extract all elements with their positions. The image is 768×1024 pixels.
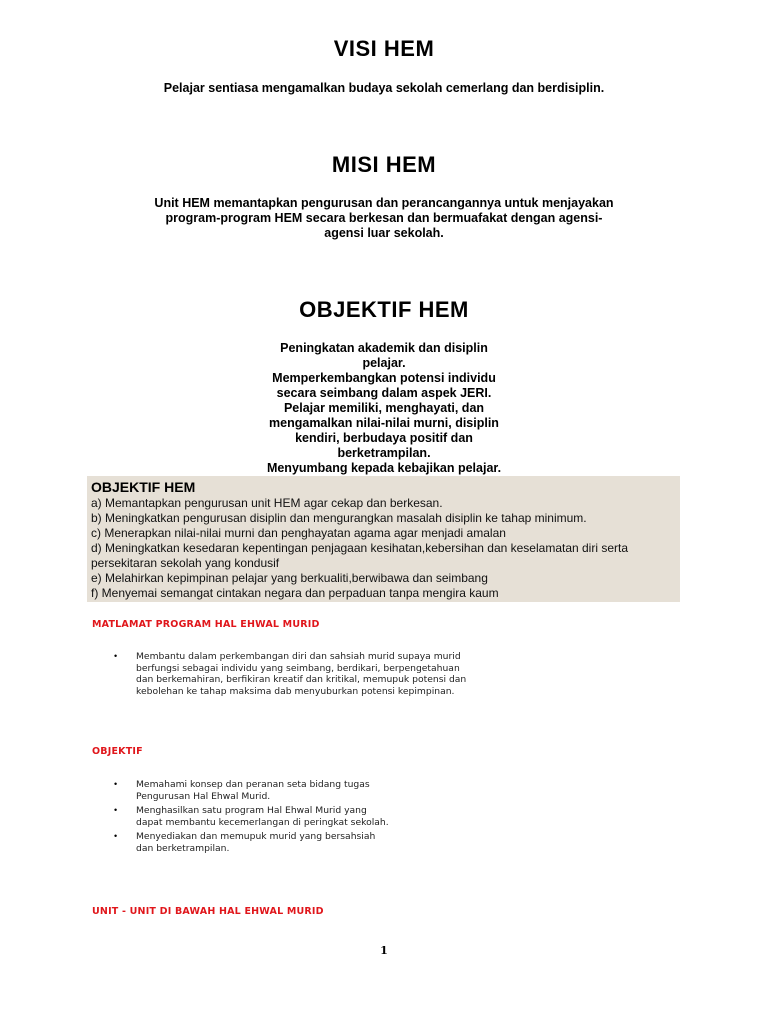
matlamat-heading: MATLAMAT PROGRAM HAL EHWAL MURID <box>92 619 320 630</box>
list-item <box>112 651 472 697</box>
bullet-icon: • <box>114 651 118 661</box>
list-item-text: Memahami konsep dan peranan seta bidang tugas Pengurusan Hal Ehwal Murid. <box>136 779 370 802</box>
objektif-box-item: e) Melahirkan kepimpinan pelajar yang berkualiti,berwibawa dan seimbang <box>91 571 488 585</box>
objektif-line: Memperkembangkan potensi individu <box>272 371 496 385</box>
visi-title: VISI HEM <box>333 36 435 61</box>
objektif-box-title: OBJEKTIF HEM <box>91 479 196 495</box>
objektif-line: Pelajar memiliki, menghayati, dan <box>283 401 485 415</box>
list-item-text: Menyediakan dan memupuk murid yang bersahsiah dan berketrampilan. <box>136 831 376 854</box>
objektif2-list <box>112 779 472 857</box>
page-number: 1 <box>380 944 388 957</box>
objektif-box-item: b) Meningkatkan pengurusan disiplin dan mengurangkan masalah disiplin ke tahap minimum. <box>91 511 587 525</box>
list-item <box>112 831 472 854</box>
matlamat-list <box>112 651 472 700</box>
objektif-box-item: f) Menyemai semangat cintakan negara dan perpaduan tanpa mengira kaum <box>91 586 499 600</box>
objektif-box-item: persekitaran sekolah yang kondusif <box>91 556 280 570</box>
misi-title: MISI HEM <box>331 152 437 177</box>
list-item-text: Menghasilkan satu program Hal Ehwal Murid yang dapat membantu kecemerlangan di peringkat sekolah. <box>136 805 389 828</box>
objektif2-heading: OBJEKTIF <box>92 746 143 757</box>
bullet-icon: • <box>114 779 118 789</box>
objektif-box-item: c) Menerapkan nilai-nilai murni dan penghayatan agama agar menjadi amalan <box>91 526 506 540</box>
objektif-line: berketrampilan. <box>337 446 431 460</box>
objektif-box-item: a) Memantapkan pengurusan unit HEM agar cekap dan berkesan. <box>91 496 443 510</box>
misi-line: program-program HEM secara berkesan dan bermuafakat dengan agensi- <box>165 211 603 225</box>
misi-text <box>0 196 768 241</box>
objektif-box <box>87 476 680 602</box>
list-item <box>112 805 472 828</box>
bullet-icon: • <box>114 805 118 815</box>
list-item-text: Membantu dalam perkembangan diri dan sahsiah murid supaya murid berfungsi sebagai individu yang seimbang, berdikari, berpengetahuan dan berkemahiran, berfikiran kreatif dan kritikal, memupuk potensi dan kebolehan ke tahap maksima dab menyuburkan potensi kepimpinan. <box>136 651 467 697</box>
unit-heading: UNIT - UNIT DI BAWAH HAL EHWAL MURID <box>92 906 324 917</box>
objektif-line: mengamalkan nilai-nilai murni, disiplin <box>269 416 499 430</box>
list-item <box>112 779 472 802</box>
visi-text: Pelajar sentiasa mengamalkan budaya sekolah cemerlang dan berdisiplin. <box>163 81 605 95</box>
objektif-line: Menyumbang kepada kebajikan pelajar. <box>266 461 502 475</box>
misi-line: Unit HEM memantapkan pengurusan dan perancangannya untuk menjayakan <box>154 196 614 210</box>
objektif-box-item: d) Meningkatkan kesedaran kepentingan penjagaan kesihatan,kebersihan dan keselamatan diri serta <box>91 541 629 555</box>
objektif-line: Peningkatan akademik dan disiplin <box>280 341 488 355</box>
objektif-title: OBJEKTIF HEM <box>299 297 469 322</box>
bullet-icon: • <box>114 831 118 841</box>
objektif-line: kendiri, berbudaya positif dan <box>295 431 473 445</box>
objektif-line: pelajar. <box>362 356 406 370</box>
misi-line: agensi luar sekolah. <box>324 226 444 240</box>
objektif-box-list <box>91 496 676 601</box>
objektif-line: secara seimbang dalam aspek JERI. <box>276 386 492 400</box>
objektif-text <box>234 341 534 476</box>
